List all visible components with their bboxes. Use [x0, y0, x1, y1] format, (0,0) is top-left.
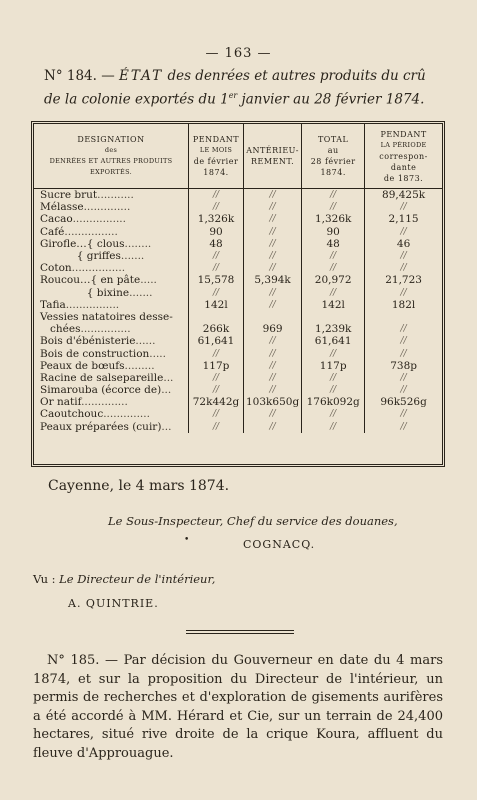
cell-periode: //: [400, 263, 407, 274]
header-periode: [365, 124, 442, 189]
cell-periode: 96k526g: [380, 396, 427, 409]
row-label-text: Cacao: [40, 213, 73, 226]
row-label-text: Peaux préparées (cuir): [40, 420, 162, 433]
header-pendant-mois: [189, 124, 244, 189]
header-pendant-year: 1874.: [203, 168, 229, 177]
row-label: [34, 335, 189, 347]
row-label: [34, 372, 189, 384]
table-row: [34, 274, 442, 286]
cell-periode: 738p: [390, 359, 417, 372]
row-label-text: Café: [40, 225, 65, 238]
header-periode-c: correspon-: [379, 151, 428, 161]
cell-mois: //: [189, 262, 244, 274]
row-label-text: Sucre brut: [40, 189, 98, 202]
row-label-text: Roucou…{ en pâte: [40, 274, 141, 287]
row-label-text: Mélasse: [40, 201, 84, 214]
header-total: [302, 124, 365, 189]
cell-anterieurement: //: [244, 238, 302, 250]
row-leader-dots: ...........: [97, 189, 134, 202]
row-label-text: Peaux de bœufs: [40, 359, 125, 372]
cell-periode: //: [400, 287, 407, 298]
table-row: [34, 408, 442, 420]
table-row: [34, 396, 442, 408]
cell-periode: //: [400, 348, 407, 359]
cell-periode: //: [400, 226, 407, 237]
cell-mois: 48: [189, 238, 244, 250]
cell-periode: //: [400, 202, 407, 213]
cell-total: 48: [302, 238, 365, 250]
table-row: [34, 384, 442, 396]
header-anterieurement: [244, 124, 302, 189]
row-leader-dots: ................: [65, 298, 120, 311]
cell-mois: //: [189, 250, 244, 262]
cell-mois: 15,578: [189, 274, 244, 286]
table-row: [34, 311, 442, 323]
cell-periode: 21,723: [385, 274, 422, 287]
cell-total: //: [302, 250, 365, 262]
row-leader-dots: ..............: [103, 408, 150, 421]
header-periode-d: dante: [390, 162, 417, 172]
row-leader-dots: ......: [135, 335, 156, 348]
header-pendant-de: de février: [193, 157, 239, 166]
row-label: [34, 201, 189, 213]
cell-anterieurement: [244, 311, 302, 323]
cell-anterieurement: //: [244, 189, 302, 202]
export-table: [31, 121, 445, 467]
cell-periode: //: [400, 421, 407, 432]
cell-mois: //: [189, 372, 244, 384]
row-label: [34, 226, 189, 238]
cell-anterieurement: //: [244, 287, 302, 299]
row-label: [34, 311, 189, 323]
table-row: [34, 213, 442, 225]
cell-periode: 182l: [391, 298, 416, 311]
row-label: [34, 360, 189, 372]
row-leader-dots: .......: [129, 286, 153, 299]
header-total-date: 28 février: [310, 157, 356, 166]
header-anterieur-b: REMENT.: [251, 157, 295, 166]
row-label: [34, 262, 189, 274]
cell-periode: //: [400, 409, 407, 420]
document-heading: [44, 66, 444, 110]
cell-total: //: [302, 384, 365, 396]
document-title-sup: er: [228, 91, 238, 100]
row-leader-dots: ...............: [80, 323, 131, 336]
place-date: Cayenne, le 4 mars 1874.: [48, 478, 230, 494]
cell-total: 20,972: [302, 274, 365, 286]
cell-mois: 61,641: [189, 335, 244, 347]
cell-total: 1,326k: [302, 213, 365, 225]
vu-title: Le Directeur de l'intérieur,: [59, 572, 216, 586]
table-row: [34, 299, 442, 311]
row-label-text: Coton: [40, 262, 72, 275]
row-label: [34, 274, 189, 286]
header-designation-des: des: [104, 146, 118, 154]
cell-mois: //: [189, 189, 244, 202]
row-leader-dots: ................: [71, 262, 126, 275]
row-leader-dots: .....: [140, 274, 157, 287]
row-label-text: Simarouba (écorce de): [40, 384, 162, 397]
cell-mois: 72k442g: [189, 396, 244, 408]
row-leader-dots: ................: [72, 213, 126, 226]
document-title-caps: ÉTAT: [119, 68, 164, 84]
cell-total: //: [302, 347, 365, 359]
header-total-year: 1874.: [320, 168, 346, 177]
cell-total: //: [302, 372, 365, 384]
header-anterieur-a: ANTÉRIEU-: [246, 146, 299, 155]
table-body: [34, 189, 442, 433]
row-label: [34, 238, 189, 250]
table-row: [34, 360, 442, 372]
cell-mois: 1,326k: [189, 213, 244, 225]
cell-mois: //: [189, 384, 244, 396]
cell-anterieurement: //: [244, 372, 302, 384]
cell-mois: [189, 311, 244, 323]
row-label-text: Caoutchouc: [40, 408, 104, 421]
header-designation-main: DESIGNATION: [77, 135, 145, 144]
header-periode-sub: LA PÉRIODE: [380, 140, 427, 149]
row-leader-dots: ...: [161, 384, 172, 397]
vu-line: [33, 572, 215, 586]
cell-periode: 2,115: [388, 213, 419, 226]
cell-total: 61,641: [302, 335, 365, 347]
row-label-text: { griffes: [40, 250, 121, 263]
page-number: — 163 —: [205, 46, 272, 61]
row-label: [34, 250, 189, 262]
table-row: [34, 262, 442, 274]
cell-total: //: [302, 287, 365, 299]
row-label: [34, 396, 189, 408]
cell-mois: //: [189, 347, 244, 359]
row-label: [34, 287, 189, 299]
row-leader-dots: ...: [161, 420, 172, 433]
cell-total: 117p: [302, 360, 365, 372]
row-leader-dots: .......: [120, 250, 145, 263]
cell-anterieurement: //: [244, 250, 302, 262]
row-leader-dots: ..............: [83, 201, 131, 214]
cell-mois: 117p: [189, 360, 244, 372]
cell-anterieurement: //: [244, 299, 302, 311]
signature-name: COGNACQ.: [243, 538, 316, 551]
table-row: [34, 421, 442, 433]
cell-periode: //: [400, 336, 407, 347]
header-designation-sub: DENRÉES ET AUTRES PRODUITS EXPORTÉS.: [49, 157, 173, 176]
cell-total: //: [302, 408, 365, 420]
header-total-main: TOTAL: [317, 135, 349, 144]
row-label: [34, 384, 189, 396]
table-row: [34, 372, 442, 384]
cell-total: 142l: [302, 299, 365, 311]
row-leader-dots: .....: [149, 347, 166, 360]
cell-anterieurement: //: [244, 347, 302, 359]
cell-mois: //: [189, 421, 244, 433]
table-row: [34, 335, 442, 347]
row-label-text: Vessies natatoires desse-: [40, 310, 173, 323]
row-label-text: Or natif: [40, 396, 82, 409]
cell-total: //: [302, 421, 365, 433]
cell-anterieurement: //: [244, 421, 302, 433]
table-row: [34, 347, 442, 359]
header-pendant-sub: LE MOIS: [199, 146, 233, 154]
cell-periode: 89,425k: [382, 189, 426, 202]
row-label: [34, 189, 189, 202]
row-label: [34, 408, 189, 420]
vu-name: A. QUINTRIE.: [68, 597, 159, 610]
cell-total: 176k092g: [302, 396, 365, 408]
row-label-text: Tafia: [40, 298, 66, 311]
cell-anterieurement: //: [244, 360, 302, 372]
cell-anterieurement: //: [244, 335, 302, 347]
cell-mois: 142l: [189, 299, 244, 311]
cell-anterieurement: //: [244, 262, 302, 274]
cell-mois: 90: [189, 226, 244, 238]
row-leader-dots: ..............: [81, 396, 128, 409]
row-leader-dots: ........: [124, 237, 152, 250]
table-row: [34, 201, 442, 213]
cell-total: 1,239k: [302, 323, 365, 335]
row-label-text: { bixine: [40, 286, 130, 299]
cell-anterieurement: 103k650g: [244, 396, 302, 408]
cell-anterieurement: 5,394k: [244, 274, 302, 286]
cell-periode: //: [400, 372, 407, 383]
row-label-text: Bois d'ébénisterie: [40, 335, 136, 348]
table-row: [34, 250, 442, 262]
vu-prefix: Vu :: [33, 572, 56, 586]
cell-anterieurement: //: [244, 408, 302, 420]
cell-periode: 46: [396, 237, 411, 250]
document-number: N° 184. —: [44, 68, 115, 84]
cell-mois: //: [189, 201, 244, 213]
row-label: [34, 421, 189, 433]
row-leader-dots: ................: [64, 225, 118, 238]
header-pendant-main: PENDANT: [192, 135, 240, 144]
cell-total: 90: [302, 226, 365, 238]
table-row: [34, 323, 442, 335]
row-label: [34, 299, 189, 311]
decision-paragraph: N° 185. — Par décision du Gouverneur en date du 4 mars 1874, et sur la proposition du Directeur de l'intérieur, un permis de recherches et d'exploration de gisements aurifères a été accordé à MM. Hérard et Cie, sur un terrain de 24,400 hectares, situé rive droite de la crique Koura, affluent du fleuve d'Approuague.: [33, 653, 443, 761]
header-designation: [34, 124, 189, 189]
cell-total: //: [302, 201, 365, 213]
cell-anterieurement: //: [244, 384, 302, 396]
cell-periode: //: [400, 385, 407, 396]
cell-mois: 266k: [189, 323, 244, 335]
cell-mois: //: [189, 408, 244, 420]
cell-anterieurement: //: [244, 201, 302, 213]
divider-second: [186, 633, 294, 634]
document-title: des denrées et autres produits du crû de la colonie exportés du 1: [44, 68, 426, 108]
row-label: [34, 213, 189, 225]
table-row: [34, 189, 442, 202]
row-leader-dots: .........: [124, 359, 155, 372]
bullet-mark: •: [184, 535, 190, 545]
cell-anterieurement: 969: [244, 323, 302, 335]
signature-title: Le Sous-Inspecteur, Chef du service des douanes,: [108, 514, 398, 528]
table-row: [34, 238, 442, 250]
divider: [186, 630, 294, 631]
cell-total: //: [302, 262, 365, 274]
cell-anterieurement: //: [244, 226, 302, 238]
cell-total: [302, 311, 365, 323]
row-label-text: chées: [40, 323, 81, 336]
header-periode-main: PENDANT: [380, 129, 427, 139]
row-label-text: Racine de salsepareille: [40, 371, 164, 384]
cell-periode: //: [400, 324, 407, 335]
cell-anterieurement: //: [244, 213, 302, 225]
table-row: [34, 287, 442, 299]
cell-periode: [365, 311, 442, 323]
row-label-text: Girofle…{ clous: [40, 237, 125, 250]
cell-periode: //: [400, 251, 407, 262]
header-periode-e: de 1873.: [383, 173, 424, 183]
cell-total: //: [302, 189, 365, 202]
row-label-text: Bois de construction: [40, 347, 150, 360]
row-leader-dots: ...: [163, 371, 174, 384]
document-title-end: janvier au 28 février 1874.: [241, 91, 425, 108]
header-total-au: au: [327, 146, 339, 155]
row-label: [34, 323, 189, 335]
row-label: [34, 347, 189, 359]
cell-mois: //: [189, 287, 244, 299]
table-row: [34, 226, 442, 238]
